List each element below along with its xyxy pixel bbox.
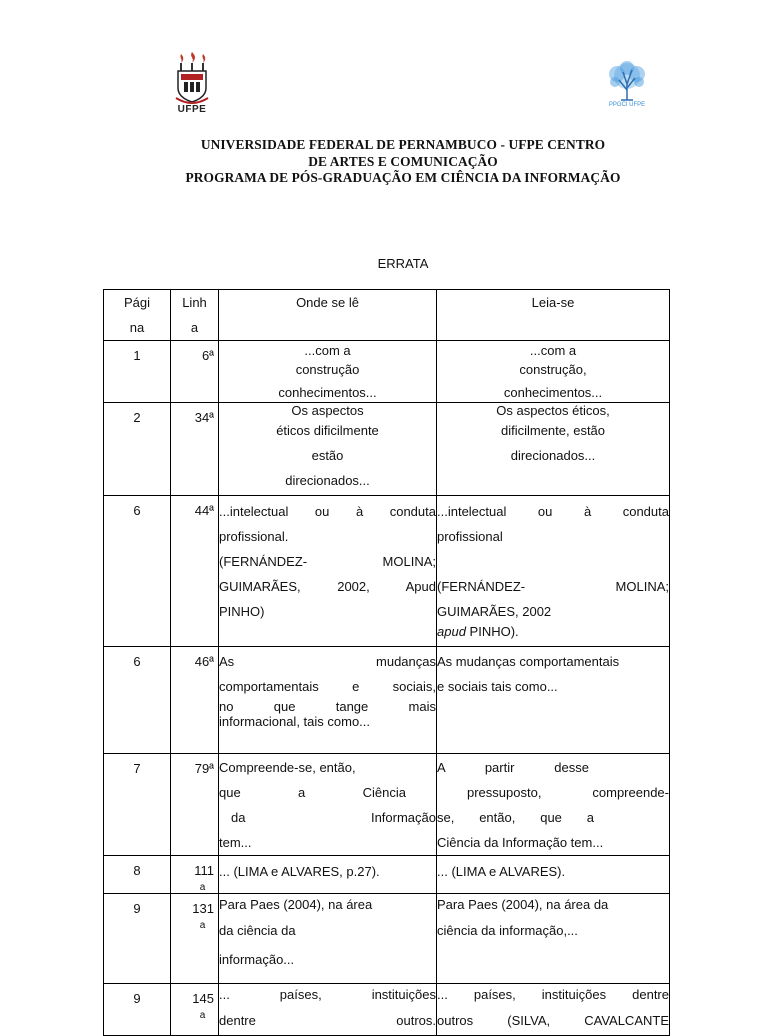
- cell-linha: 34ª: [171, 403, 219, 496]
- cell-leia-se: As mudanças comportamentais e sociais tais como...: [437, 647, 670, 754]
- cell-pagina: 1: [104, 341, 171, 403]
- cell-linha: 6ª: [171, 341, 219, 403]
- cell-linha: 111 a: [171, 856, 219, 894]
- cell-leia-se: ...com a construção, conhecimentos...: [437, 341, 670, 403]
- table-row: [104, 754, 670, 856]
- cell-pagina: 9: [104, 984, 171, 1036]
- cell-onde-se-le: Compreende-se, então, que a Ciência da Informação tem...: [219, 754, 437, 856]
- cell-onde-se-le: ... países, instituições dentre outros.: [219, 984, 437, 1036]
- ufpe-logo-caption: UFPE: [177, 104, 207, 115]
- institution-header: [0, 137, 768, 187]
- errata-title: ERRATA: [377, 256, 429, 271]
- table-header-row: [104, 290, 670, 341]
- col-header-leia-se: Leia-se: [437, 290, 670, 341]
- errata-table: [103, 289, 670, 1036]
- cell-onde-se-le: ...com a construção conhecimentos...: [219, 341, 437, 403]
- cell-onde-se-le: ...intelectual ou à conduta profissional. (FERNÁNDEZ- MOLINA; GUIMARÃES, 2002, Apud PINHO): [219, 496, 437, 647]
- table-row: [104, 856, 670, 894]
- cell-leia-se: ...intelectual ou à conduta profissional (FERNÁNDEZ- MOLINA; GUIMARÃES, 2002 apud PINHO).: [437, 496, 670, 647]
- header-line-2: DE ARTES E COMUNICAÇÃO: [308, 153, 498, 169]
- ppgci-logo-caption: PPGCI UFPE: [608, 102, 646, 108]
- table-row: [104, 984, 670, 1036]
- cell-pagina: 9: [104, 894, 171, 984]
- cell-leia-se: A partir desse pressuposto, compreende- se, então, que a Ciência da Informação tem...: [437, 754, 670, 856]
- table-row: [104, 341, 670, 403]
- header-line-1: UNIVERSIDADE FEDERAL DE PERNAMBUCO - UFPE CENTRO: [200, 137, 606, 152]
- table-row: [104, 894, 670, 984]
- cell-onde-se-le: Os aspectos éticos dificilmente estão direcionados...: [219, 403, 437, 496]
- ufpe-logo: [172, 52, 212, 108]
- cell-leia-se: ... (LIMA e ALVARES).: [437, 856, 670, 894]
- cell-pagina: 7: [104, 754, 171, 856]
- cell-onde-se-le: As mudanças comportamentais e sociais, no que tange mais informacional, tais como...: [219, 647, 437, 754]
- cell-leia-se: Os aspectos éticos, dificilmente, estão direcionados...: [437, 403, 670, 496]
- cell-linha: 79ª: [171, 754, 219, 856]
- cell-linha: 145 a: [171, 984, 219, 1036]
- cell-pagina: 8: [104, 856, 171, 894]
- table-row: [104, 403, 670, 496]
- cell-linha: 44ª: [171, 496, 219, 647]
- cell-linha: 46ª: [171, 647, 219, 754]
- cell-onde-se-le: Para Paes (2004), na área da ciência da informação...: [219, 894, 437, 984]
- col-header-pagina: Pági na: [104, 290, 171, 341]
- table-row: [104, 647, 670, 754]
- cell-onde-se-le: ... (LIMA e ALVARES, p.27).: [219, 856, 437, 894]
- cell-leia-se: ... países, instituições dentre outros (SILVA, CAVALCANTE: [437, 984, 670, 1036]
- cell-linha: 131 a: [171, 894, 219, 984]
- cell-pagina: 2: [104, 403, 171, 496]
- table-row: [104, 496, 670, 647]
- header-line-3: PROGRAMA DE PÓS-GRADUAÇÃO EM CIÊNCIA DA INFORMAÇÃO: [185, 170, 621, 185]
- col-header-onde-se-le: Onde se lê: [219, 290, 437, 341]
- cell-pagina: 6: [104, 647, 171, 754]
- cell-leia-se: Para Paes (2004), na área da ciência da informação,...: [437, 894, 670, 984]
- cell-pagina: 6: [104, 496, 171, 647]
- col-header-linha: Linh a: [171, 290, 219, 341]
